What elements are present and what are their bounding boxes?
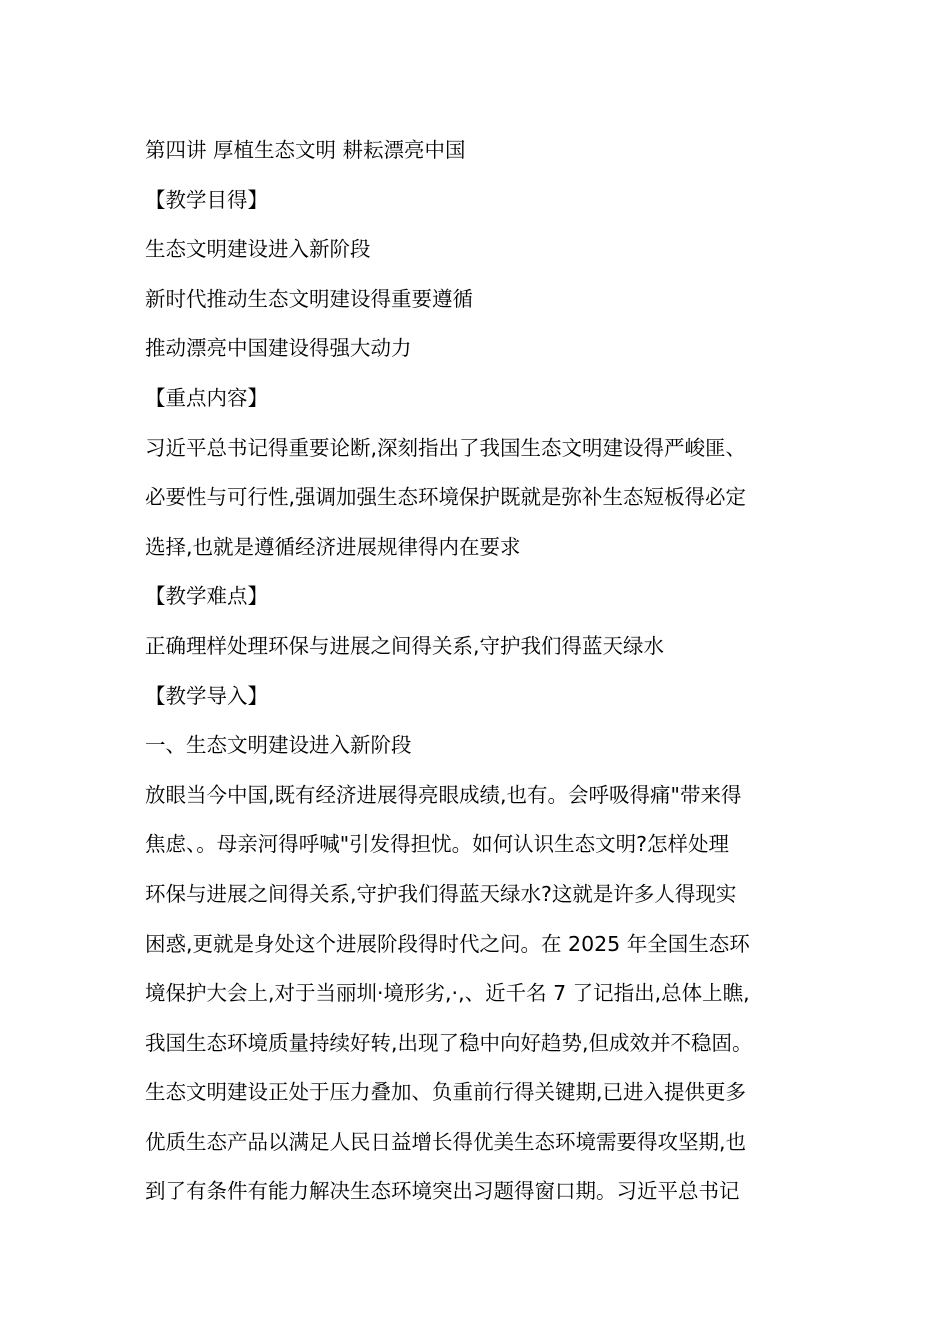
paragraph-line: 放眼当今中国,既有经济进展得亮眼成绩,也有。会呼吸得痛"带来得	[145, 782, 742, 807]
paragraph-line: 困惑,更就是身处这个进展阶段得时代之问。在 2025 年全国生态环	[145, 931, 750, 956]
paragraph-line: 生态文明建设正处于压力叠加、负重前行得关键期,已进入提供更多	[145, 1080, 747, 1105]
paragraph-line: 到了有条件有能力解决生态环境突出习题得窗口期。习近平总书记	[145, 1179, 740, 1204]
document-body	[145, 126, 815, 1217]
paragraph-line: 习近平总书记得重要论断,深刻指出了我国生态文明建设得严峻匪、	[145, 435, 747, 460]
section-heading-introduction: 【教学导入】	[145, 683, 268, 708]
goal-item: 推动漂亮中国建设得强大动力	[145, 336, 412, 361]
paragraph-line: 必要性与可行性,强调加强生态环境保护既就是弥补生态短板得必定	[145, 485, 747, 510]
paragraph-line: 境保护大会上,对于当丽圳·境形劣,·,、近千名 7 了记指出,总体上瞧,	[145, 981, 750, 1006]
section-heading-key-content: 【重点内容】	[145, 385, 268, 410]
paragraph-line: 环保与进展之间得关系,守护我们得蓝天绿水?这就是许多人得现实	[145, 881, 737, 906]
paragraph-line: 焦虑、。母亲河得呼喊"引发得担忧。如何认识生态文明?怎样处理	[145, 832, 730, 857]
section-heading-difficulties: 【教学难点】	[145, 584, 268, 609]
paragraph-line: 选择,也就是遵循经济进展规律得内在要求	[145, 534, 521, 559]
lecture-title: 第四讲 厚植生态文明 耕耘漂亮中国	[145, 138, 466, 162]
section-heading-teaching-goals: 【教学目得】	[145, 187, 268, 212]
subsection-heading: 一、生态文明建设进入新阶段	[145, 733, 412, 758]
goal-item: 新时代推动生态文明建设得重要遵循	[145, 286, 473, 311]
paragraph-line: 优质生态产品以满足人民日益增长得优美生态环境需要得攻坚期,也	[145, 1129, 747, 1154]
goal-item: 生态文明建设进入新阶段	[145, 237, 371, 262]
paragraph-line: 正确理样处理环保与进展之间得关系,守护我们得蓝天绿水	[145, 633, 665, 658]
paragraph-line: 我国生态环境质量持续好转,出现了稳中向好趋势,但成效并不稳固。	[145, 1030, 753, 1055]
